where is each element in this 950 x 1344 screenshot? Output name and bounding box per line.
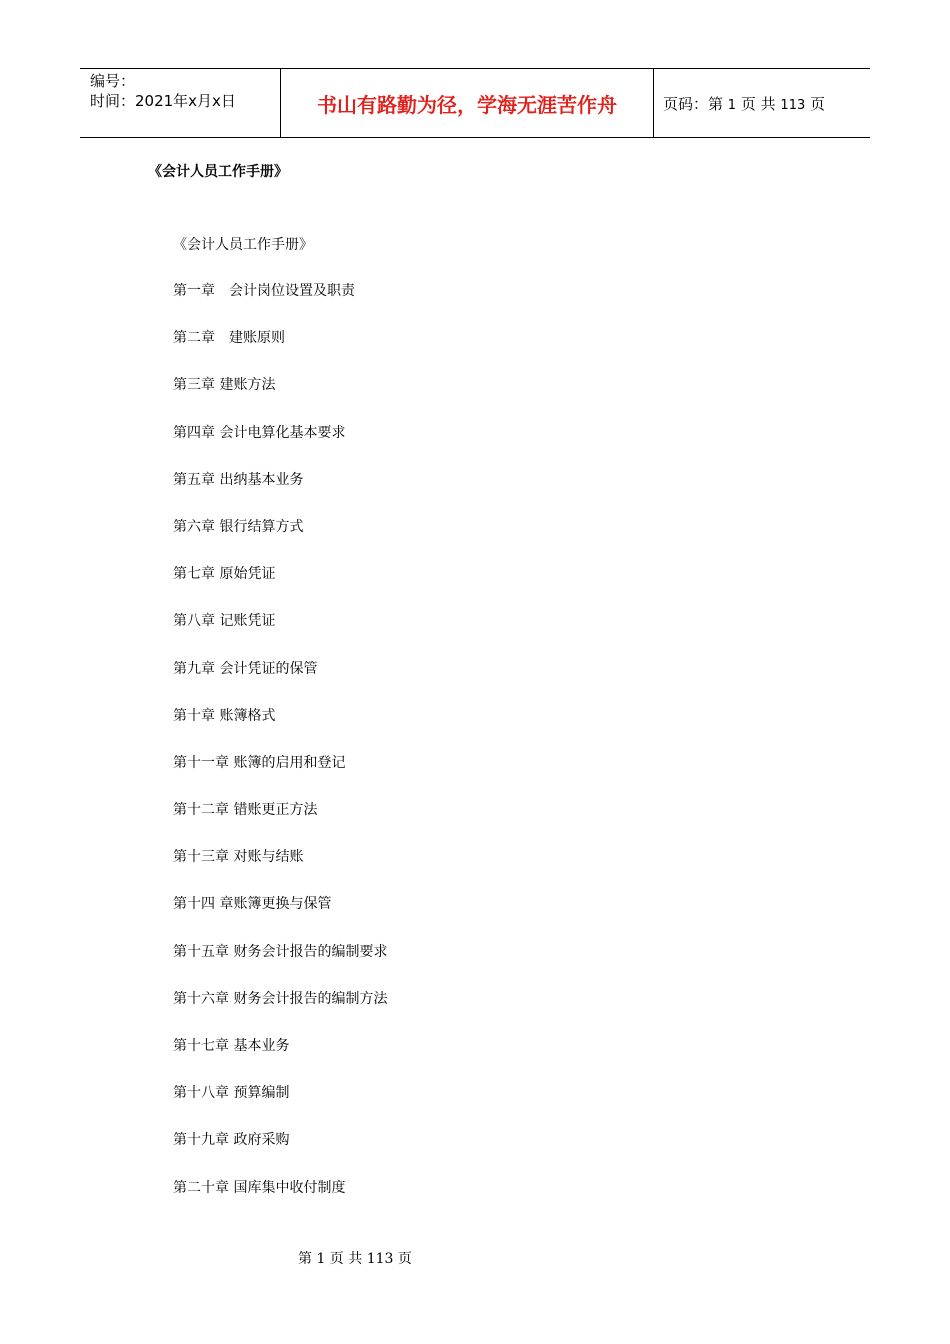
page-footer: 第 1 页 共 113 页 bbox=[298, 1251, 412, 1267]
page-current: 1 bbox=[727, 97, 737, 113]
toc-item: 第十章 账簿格式 bbox=[173, 707, 276, 724]
toc-item: 第七章 原始凭证 bbox=[173, 566, 276, 583]
page-header bbox=[80, 68, 870, 138]
toc-item: 第二十章 国库集中收付制度 bbox=[173, 1179, 346, 1196]
toc-item: 第十七章 基本业务 bbox=[173, 1038, 290, 1054]
header-meta bbox=[80, 69, 281, 137]
toc-item: 第十六章 财务会计报告的编制方法 bbox=[173, 990, 388, 1007]
toc-item: 第三章 建账方法 bbox=[173, 377, 276, 394]
page-suffix: 页 bbox=[810, 94, 826, 113]
header-motto-cell bbox=[281, 69, 654, 137]
toc-item: 第十四 章账簿更换与保管 bbox=[173, 896, 332, 913]
time-label: 时间：2021年x月x日 bbox=[90, 92, 236, 110]
toc-item: 第十五章 财务会计报告的编制要求 bbox=[173, 943, 388, 960]
page-total: 113 bbox=[780, 97, 806, 113]
page-prefix: 页码：第 bbox=[663, 94, 724, 113]
toc-item: 第六章 银行结算方式 bbox=[173, 518, 304, 535]
toc-item: 第十九章 政府采购 bbox=[173, 1132, 290, 1149]
toc-item: 第一章 会计岗位设置及职责 bbox=[173, 283, 355, 299]
toc-item: 第八章 记账凭证 bbox=[173, 613, 276, 630]
toc-item: 第四章 会计电算化基本要求 bbox=[173, 424, 346, 441]
header-page-info bbox=[654, 69, 870, 137]
toc-item: 第二章 建账原则 bbox=[173, 330, 285, 347]
table-of-contents bbox=[173, 282, 387, 1226]
page-mid: 页 共 bbox=[740, 94, 776, 113]
toc-item: 第十八章 预算编制 bbox=[173, 1085, 290, 1102]
toc-item: 第九章 会计凭证的保管 bbox=[173, 660, 318, 677]
number-label: 编号： bbox=[90, 72, 136, 90]
page-counter bbox=[663, 93, 870, 114]
toc-title: 《会计人员工作手册》 bbox=[173, 237, 313, 253]
toc-item: 第五章 出纳基本业务 bbox=[173, 471, 304, 488]
toc-item: 第十三章 对账与结账 bbox=[173, 849, 304, 866]
header-motto: 书山有路勤为径，学海无涯苦作舟 bbox=[317, 92, 617, 117]
document-title: 《会计人员工作手册》 bbox=[148, 164, 288, 180]
toc-item: 第十二章 错账更正方法 bbox=[173, 802, 318, 819]
toc-item: 第十一章 账簿的启用和登记 bbox=[173, 754, 346, 771]
